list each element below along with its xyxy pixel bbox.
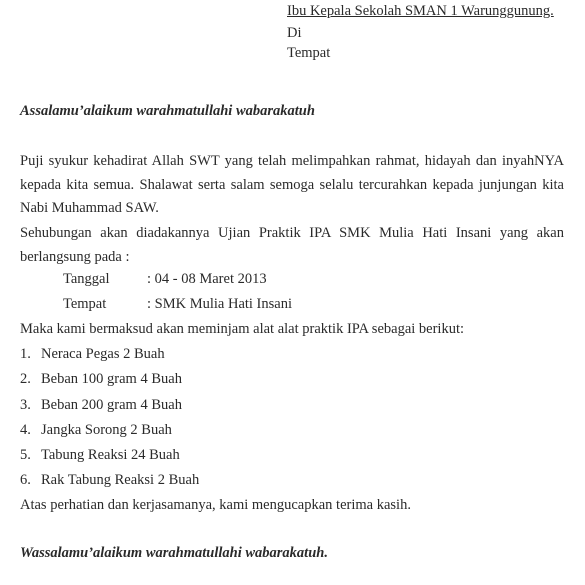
list-intro: Maka kami bermaksud akan meminjam alat alat praktik IPA sebagai berikut:: [20, 321, 465, 337]
body-paragraph-1: Puji syukur kehadirat Allah SWT yang telah melimpahkan rahmat, hidayah dan inyahNYA kepada kita semua. Shalawat serta salam semoga selalu tercurahkan kepada junjungan kita Nabi Muhammad SAW.: [20, 153, 564, 216]
list-item-number: 6.: [20, 472, 31, 488]
recipient-place: Tempat: [287, 45, 331, 61]
list-item-number: 2.: [20, 371, 31, 387]
thanks-sentence: Atas perhatian dan kerjasamanya, kami mengucapkan terima kasih.: [20, 497, 411, 513]
opening-greeting: Assalamu’alaikum warahmatullahi wabarakatuh: [20, 103, 315, 119]
detail-date-value: : 04 - 08 Maret 2013: [147, 271, 267, 287]
list-item: Rak Tabung Reaksi 2 Buah: [41, 472, 200, 488]
recipient-name: Ibu Kepala Sekolah SMAN 1 Warunggunung.: [287, 3, 554, 19]
list-item-number: 4.: [20, 422, 31, 438]
list-item: Tabung Reaksi 24 Buah: [41, 447, 180, 463]
list-item: Neraca Pegas 2 Buah: [41, 346, 165, 362]
list-item-number: 5.: [20, 447, 31, 463]
list-item: Beban 100 gram 4 Buah: [41, 371, 182, 387]
list-item: Beban 200 gram 4 Buah: [41, 397, 182, 413]
closing-greeting: Wassalamu’alaikum warahmatullahi wabarakatuh.: [20, 545, 328, 561]
body-paragraph-2: Sehubungan akan diadakannya Ujian Praktik IPA SMK Mulia Hati Insani yang akan berlangsung pada :: [20, 225, 564, 265]
recipient-di: Di: [287, 25, 302, 41]
list-item-number: 1.: [20, 346, 31, 362]
detail-place-value: : SMK Mulia Hati Insani: [147, 296, 292, 312]
list-item-number: 3.: [20, 397, 31, 413]
list-item: Jangka Sorong 2 Buah: [41, 422, 172, 438]
detail-date-label: Tanggal: [63, 271, 110, 287]
detail-place-label: Tempat: [63, 296, 107, 312]
